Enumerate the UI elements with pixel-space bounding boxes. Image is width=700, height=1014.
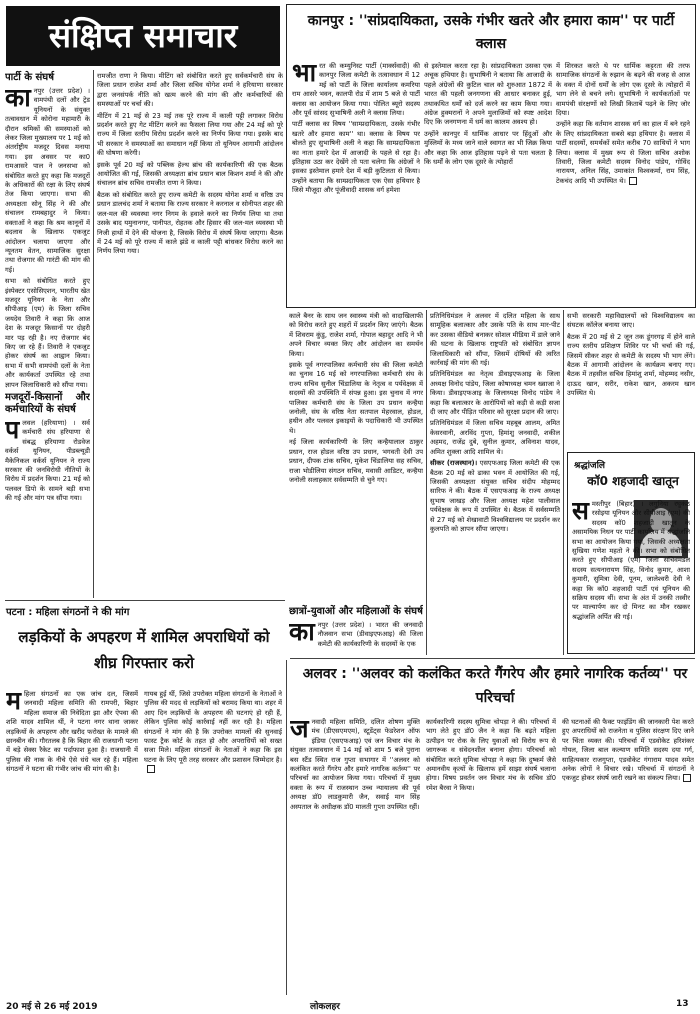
article-text: प्रतिनिधिमंडल का नेतृत्व डीवाइएफआइ के जिला अध्यक्ष विनोद पांडेय, जिला कोषाध्यक्ष चमन ख्वाजा ने किया। डीवाइएफआइ के जिलाध्यक्ष विनोद पांडेय ने कहा कि बलात्कार के आरोपियों को कड़ी से कड़ी सजा दी जाए और पीड़ित परिवार को सुरक्षा प्रदान की जाए।: [430, 370, 560, 417]
tribute-label: श्रद्धांजलि: [574, 461, 606, 471]
article-text: से इस्तेमाल करता रहा है। सांप्रदायिकता उसका एक अचूक हथियार है। सुभाषिनी ने बताया कि आजादी के पहले अंग्रेजों की कुटिल चाल को शुरुआत 1872 में भारत की पहली जनगणना की आधार बनाकर हुई, तथाकथित धर्मों को दर्ज करने का काम किया गया। अंग्रेज हुक्मरानों ने अपने मुलाजिमों को स्पष्ट आदेश दिए कि जनगणना में धर्म का कालम अवश्य हो।: [424, 62, 552, 127]
drop-cap: म: [6, 690, 21, 715]
article-text: पार्टी क्लास का विषय ''साम्प्रदायिकता, उसके गंभीर खतरे और हमारा काम'' था। क्लास के विषय पर बोलते हुए सुभाषिनी अली ने कहा कि साम्प्रदायिकता का नाता हमारे देश में आजादी के पहले से रहा है। इतिहास उठा कर देखेंगे तो पता चलेगा कि अंग्रेजों ने इसका इस्तेमाल हमारे देश में बड़ी कुटिलता से किया। उन्होंने बताया कि साम्प्रदायिकता एक ऐसा हथियार है जिसे मौजूदा और पूंजीवादी शासक वर्ग हमेशा: [292, 120, 420, 195]
column-rule: [286, 660, 287, 995]
article-text: [292, 62, 420, 118]
column-rule: [93, 70, 94, 598]
article-text: [562, 718, 694, 784]
drop-cap: भा: [292, 62, 317, 87]
patna-column-1: [6, 690, 138, 990]
column-rule: [563, 310, 564, 655]
article-text: सभी सरकारी महाविद्यालयों को विश्वविद्यालय का संघटक कॉलेज बनाया जाए।: [567, 312, 695, 330]
kanpur-column-1: [292, 62, 420, 300]
end-mark: [629, 177, 637, 185]
issue-date: 20 मई से 26 मई 2019: [6, 1002, 98, 1012]
middle-column-2: [289, 312, 423, 604]
end-mark: [147, 765, 155, 773]
article-text: [5, 83, 90, 275]
article-text-body: की घटनाओं की फैक्ट फाइंडिंग की जानकारी पेश करते हुए अपराधियों को राजनेता व पुलिस संरक्षण दिए जाने पर चिंता व्यक्त की। परिचर्चा में एडवोकेट हरिशंकर गोयल, जिला बाल कल्याण समिति सदस्य दया गर्ग, साहित्यकार राजगुप्ता, एडवोकेट गंगाराम यादव समेत अनेक लोगों ने विचार रखे। परिचर्चा में संगठनों ने एकजुट होकर संघर्ष जारी रखने का संकल्प लिया।: [562, 718, 694, 783]
patna-headline: लड़कियों के अपहरण में शामिल अपराधियों को शीघ्र गिरफ्तार करो: [18, 628, 270, 672]
tribute-text: [572, 500, 690, 650]
article-text-body: नवादी महिला समिति, दलित शोषण मुक्ति मंच (डीएसएमएम), स्टूडेंट्स फेडरेशन ऑफ इंडिया (एसएफआइ) एवं जन विचार मंच के संयुक्त तत्वावधान में 14 मई को शाम 5 बजे पुराना बस स्टैंड स्थित राज गुप्ता सभागार में ''अलवर को कलंकित करते गैंगरेप और हमारे नागरिक कर्तव्य'' पर परिचर्चा का आयोजन किया गया। परिचर्चा में मुख्य वक्ता के रूप में राजस्थान उच्च न्यायालय की पूर्व अध्यक्ष डॉ0 लाडकुमारी जैन, सवाई मान सिंह अस्पताल के अधीक्षक डॉ0 मालती गुप्ता उपस्थित रहीं।: [290, 718, 420, 811]
drop-cap: का: [5, 83, 31, 112]
article-text-body: गायब हुई थीं, जिसे उपरोक्त महिला संगठनों के नेताओं ने पुलिस की मदद से लड़कियों को बरामद किया था। शहर में आए दिन लड़कियों के अपहरण की घटनाएं हो रही हैं, लेकिन पुलिस कोई कार्रवाई नहीं कर रही है। महिला संगठनों ने मांग की है कि उपरोक्त मामलों की सुनवाई फास्ट ट्रैक कोर्ट के तहत हो और अपराधियों को सख्त सजा मिले। महिला संगठनों के नेताओं ने कहा कि इस घटना के लिए पूरी तरह सरकार और प्रशासन जिम्मेदार है।: [144, 690, 282, 764]
article-text: बैठक को संबोधित करते हुए राज्य कमेटी के सदस्य योगेश शर्मा व वरिष्ठ उप प्रधान डालचंद शर्मा ने बताया कि राज्य सरकार ने करनाल व सोनीपत शहर की जल-मल की व्यवस्था नगर निगम के हवाले करने का निर्णय लिया था तथा उसके बाद यमुनानगर, पानीपत, रोहतक और हिसार की जल-मल व्यवस्था भी निजी हाथों में देने की योजना है, जिसके विरोध में संघर्ष किया जाएगा। बैठक में 24 मई को पूरे राज्य में काले झंडे व काली पट्टी बांधकर विरोध करने का निर्णय लिया गया।: [97, 190, 283, 256]
article-text: में शिरकत करते थे पर धार्मिक कट्टरता की तरफ सामाजिक संगठनों के रुझान के बढ़ने की वजह से आज के वक्त में दोनों धर्मों के लोग एक दूसरे के त्योहारों में भाग लेने से बचने लगे। सुभाषिनी ने कार्यकर्ताओं पर वामपंथी संरक्षणों को लिखी किताबें पढ़ने के लिए जोर दिया।: [556, 62, 690, 118]
article-text: [144, 690, 282, 775]
article-text: [6, 690, 138, 775]
article-text: [572, 500, 690, 622]
article-text-body: उन्होंने कहा कि वर्तमान शासक वर्ग का हाल में बने रहने के लिए सांप्रदायिकता सबसे बड़ा हथियार है। क्लास में पार्टी सदस्यों, समर्थकों समेत करीब 70 साथियों ने भाग लिया। क्लास में मुख्य रूप से जिला सचिव अशोक तिवारी, जिला कमेटी सदस्य विनोद पांडेय, गोविंद नारायण, अनिल सिंह, उमाकांत विश्वकर्मा, राम सिंह, टेकचंद आदि भी उपस्थित थे।: [556, 120, 690, 185]
section-title-workers-struggle: मजदूरों-किसानों और कर्मचारियों के संघर्ष: [5, 392, 90, 415]
section-title-party-struggle: पार्टी के संघर्ष: [5, 72, 54, 83]
newspaper-name: लोकलहर: [310, 1002, 340, 1012]
page-number: 13: [676, 999, 689, 1009]
article-text: [556, 120, 690, 186]
drop-cap: स: [572, 500, 589, 525]
article-text-body: मस्तीपुर (बिहार) । लगुनिया रघुकंठ रसोइया यूनियन और सीपीआइ (एम) की सदस्य कॉ0 शहजादी खातून के असामयिक निधन पर पार्टी कार्यालय में श्रद्धांजलि सभा का आयोजन किया गया, जिसकी अध्यक्षता सुखिया गणेश महतो ने की। सभा को संबोधित करते हुए सीपीआइ (एम) जिला सचिवमंडल सदस्य सत्यनारायण सिंह, विनोद कुमार, आशा कुमारी, सुमित्रा देवी, पूनम, जालेश्वरी देवी ने कहा कि कॉ0 शहजादी पार्टी एवं यूनियन की सक्रिय सदस्य थीं। सभा के अंत में उनकी तस्वीर पर माल्यार्पण कर दो मिनट का मौन रखकर श्रद्धांजलि अर्पित की गई।: [572, 500, 690, 621]
article-text: उन्होंने कानपुर में धार्मिक आधार पर हिंदुओं और मुस्लिमों के मध्य जाने वाले स्वागत का भी जिक्र किया और कहा कि आज इतिहास पढ़ने से पता चलता है कि धर्मों के लोग एक दूसरे के त्योहारों: [424, 129, 552, 167]
middle-column-1: [97, 72, 283, 638]
kanpur-headline: कानपुर : ''सांप्रदायिकता, उसके गंभीर खतरे और हमारा काम'' पर पार्टी क्लास: [307, 13, 675, 52]
column-4: [430, 312, 560, 654]
drop-cap: प: [5, 415, 20, 444]
masthead: संक्षिप्त समाचार: [6, 6, 280, 66]
article-text: [5, 415, 90, 504]
kanpur-column-3: [556, 62, 690, 300]
section-rule: [5, 600, 285, 601]
article-text: [430, 459, 560, 534]
alwar-column-2: [426, 718, 556, 990]
article-text: मीटिंग में 21 मई से 23 मई तक पूरे राज्य में काली पट्टी लगाकर विरोध प्रदर्शन करते हुए गेट मीटिंग करने का फैसला लिया गया और 24 मई को पूरे राज्य में जिला स्तरीय विरोध प्रदर्शन करने का निर्णय किया गया। इसके बाद भी सरकार ने समस्याओं का समाधान नहीं किया तो यूनियन आगामी आंदोलन की घोषणा करेगी।: [97, 111, 283, 158]
students-youth-box: [289, 604, 423, 654]
article-text: [290, 718, 420, 812]
article-text: इसके पूर्व 20 मई को पब्लिक हेल्थ ब्रांच की कार्यकारिणी की एक बैठक आयोजित की गई, जिसकी अध्यक्षता ब्रांच प्रधान बाल किशन शर्मा ने की और संचालन ब्रांच सचिव रामजीत राणा ने किया।: [97, 160, 283, 188]
article-text-body: एसएफआइ जिला कमेटी की एक बैठक 20 मई को ढाका भवन में आयोजित की गई, जिसकी अध्यक्षता संयुक्त सचिव संदीप मोहम्मद सारिफ ने की। बैठक में एसएफआइ के राज्य अध्यक्ष सुभाष जाखड़ और जिला अध्यक्ष महेश पालीवाल पर्यवेक्षक के रूप में उपस्थित थे। बैठक में सर्वसम्मति से 27 मई को शेखावाटी विश्वविद्यालय पर प्रदर्शन कर कुलपति को ज्ञापन सौंपा जाएगा।: [430, 459, 560, 533]
article-text-body: हिला संगठनों का एक जांच दल, जिसमें जनवादी महिला समिति की रामपरी, बिहार महिला समाज की निवेदिता झा और ऐपवा की शशि यादव शामिल थीं, ने पटना नगर थाना जाकर लड़कियों के अपहरण और खरीद फरोख्त के मामले की छानबीन की। गौरतलब है कि बिहार की राजधानी पटना में बड़े सेक्स रैकेट का पर्दाफाश हुआ है। राजधानी में पुलिस की नाक के नीचे ऐसे धंधे चल रहे हैं। महिला संगठनों ने घटना की गंभीर जांच की मांग की है।: [6, 690, 138, 774]
article-text: नई जिला कार्यकारिणी के लिए कन्हैयालाल ठाकुर प्रधान, राज होडल वरिष्ठ उप प्रधान, भगवती देवी उप प्रधान, दीपक टांक सचिव, मुकेश चिंडालिया सह सचिव, राजा भोडीलिया संगठन सचिव, मवासी आडिटर, कन्हैया जनोली सलाहकार सर्वसम्मति से चुने गए।: [289, 438, 423, 484]
drop-cap: का: [289, 617, 315, 646]
page-footer: [0, 997, 700, 1014]
article-text: रामजीत राणा ने किया। मीटिंग को संबोधित करते हुए सर्वकर्मचारी संघ के जिला प्रधान राजेश शर्मा और जिला सचिव योगेश शर्मा ने हरियाणा सरकार द्वारा जनसंपर्क नीति को खत्म करने की मांग की और कर्मचारियों की समस्याओं पर चर्चा की।: [97, 72, 283, 109]
alwar-column-3: [562, 718, 694, 990]
article-text: कार्यकारिणी सदस्य सुमित्रा चोपड़ा ने की। परिचर्चा में भाग लेते हुए डॉ0 जैन ने कहा कि बढ़ते महिला उत्पीड़न पर रोक के लिए युवाओं को विरोध रूप से जागरूक व संवेदनशील बनाना होगा। परिचर्चा को संबोधित करते सुमित्रा चोपड़ा ने कहा कि दुष्कर्म जैसे अमानवीय कृत्यों के खिलाफ हमें साझा संघर्ष चलाना होगा। विषय प्रवर्तन जन विचार मंच के सचिव डॉ0 रमेश बैरवा ने किया।: [426, 718, 556, 792]
section-rule: [290, 658, 695, 659]
article-text-body: नपुर (उत्तर प्रदेश) । वामपंथी दलों और ट्रेड यूनियनों के संयुक्त तत्वावधान में कोरोना महामारी के दौरान श्रमिकों की समस्याओं को लेकर जिला मुख्यालय पर 1 मई को अंतर्राष्ट्रीय मजदूर दिवस मनाया गया। इस अवसर पर का0 रामआसरे पाल ने जनसभा को संबोधित करते हुए कहा कि मजदूरों के अधिकारों की रक्षा के लिए संघर्ष तेज किया जाएगा। सभा की अध्यक्षता सोनू सिंह ने की और संचालन रामबहादुर ने किया। वक्ताओं ने कहा कि श्रम कानूनों में बदलाव के खिलाफ एकजुट आंदोलन चलाया जाएगा और न्यूनतम वेतन, सामाजिक सुरक्षा तथा रोजगार की गारंटी की मांग की गई।: [5, 87, 90, 274]
column-rule: [426, 310, 427, 655]
patna-column-2: [144, 690, 282, 990]
alwar-headline: अलवर : ''अलवर को कलंकित करते गैंगरेप और हमारे नागरिक कर्तव्य'' पर परिचर्चा: [302, 666, 688, 706]
tribute-name: कॉ0 शहजादी खातून: [587, 474, 679, 488]
patna-kicker: पटना : महिला संगठनों ने की मांग: [6, 607, 130, 618]
article-text: प्रतिनिधिमंडल ने अलवर में दलित महिला के साथ सामूहिक बलात्कार और उसके पति के साथ मार-पीट कर उसका वीडियो बनाकर सोशल मीडिया में डाले जाने की घटना के खिलाफ राष्ट्रपति को संबोधित ज्ञापन जिलाधिकारी को सौंपा, जिसमें दोषियों की त्वरित कार्रवाई की मांग की गई।: [430, 312, 560, 368]
end-mark: [683, 774, 691, 782]
section-title-students: छात्रों-युवाओं और महिलाओं के संघर्ष: [289, 606, 423, 617]
alwar-column-1: [290, 718, 420, 990]
article-text: बैठक में 20 मई से 2 जून तक डूंगरगढ़ में होने वाले राज्य स्तरीय प्रशिक्षण शिविर पर भी चर्चा की गई, जिसमें सीकर शहर से कमेटी के सदस्य भी भाग लेंगे। बैठक में आगामी आंदोलन के कार्यक्रम बनाए गए। बैठक में तहसील सचिव हिमांशु शर्मा, मोहम्मद नसीर, दाऊद खान, सरीर, राकेश खान, अकरम खान उपस्थित थे।: [567, 332, 695, 398]
article-text: [289, 617, 423, 649]
column-5: [567, 312, 695, 452]
article-text-body: लवल (हरियाणा) । सर्व कर्मचारी संघ हरियाणा से संबद्ध हरियाणा रोडवेज वर्कर्स यूनियन, पीडब्ल्यूडी मैकेनिकल वर्कर्स यूनियन ने राज्य सरकार की जनविरोधी नीतियों के विरोध में प्रदर्शन किया। 21 मई को पलवल डिपो के सामने बड़ी सभा की गई और मांग पत्र सौंपा गया।: [5, 419, 90, 503]
article-text: काले बैनर के साथ जन स्वास्थ्य मंत्री को वादाखिलाफी को विरोध करते हुए शहरों में प्रदर्शन किए जाएंगे। बैठक में शिवराम कुंडु, राजेश शर्मा, गोपाल बहादुर आदि ने भी अपने विचार व्यक्त किए और आंदोलन का समर्थन किया।: [289, 312, 423, 358]
drop-cap: ज: [290, 718, 309, 743]
article-text: इसके पूर्व नगरपालिका कर्मचारी संघ की जिला कमेटी का चुनाव 16 मई को नगरपालिका कर्मचारी संघ के राज्य सचिव सुनील चिंडालिया के नेतृत्व व पर्यवेक्षक में सदस्यों की उपस्थिति में संपन्न हुआ। इस चुनाव में नगर पालिका कर्मचारी संघ के जिला उप प्रधान कन्हैया जनोली, संघ के वरिष्ठ नेता सतपाल मेहरवाल, होडल, हथीन और पलवल इकाइयों के पदाधिकारी भी उपस्थित थे।: [289, 361, 423, 435]
article-text-body: रत की कम्युनिस्ट पार्टी (मार्क्सवादी) की कानपुर जिला कमेटी के तत्वावधान में 12 मई को पार्टी के जिला कार्यालय कमरिया राम आसरे भवन, कालपी रोड में शाम 5 बजे से पार्टी क्लास का आयोजन किया गया। पोलित ब्यूरो सदस्य और पूर्व सांसद सुभाषिनी अली ने क्लास लिया।: [292, 62, 420, 118]
kanpur-column-2: [424, 62, 552, 300]
dateline: सीकर (राजस्थान)।: [430, 459, 478, 468]
left-column: [5, 70, 90, 595]
article-text: सभा को संबोधित करते हुए इंस्पेक्टर एसोसिएशन, भारतीय खेत मजदूर यूनियन के नेता और सीपीआइ (एम) के जिला सचिव जयदेव तिवारी ने कहा कि आज देश के मजदूर किसानों पर दोहरी मार पड़ रही है। नए रोजगार बंद किए जा रहे हैं। तिवारी ने एकजुट होकर संघर्ष का आह्वान किया। सभा में सभी वामपंथी दलों के नेता और कार्यकर्ता उपस्थित रहे तथा ज्ञापन जिलाधिकारी को सौंपा गया।: [5, 277, 90, 389]
article-text-body: नपुर (उत्तर प्रदेश) । भारत की जनवादी नौजवान सभा (डीवाइएफआइ) की जिला कमेटी की कार्यकारिणी के सदस्यों के एक: [317, 621, 423, 648]
article-text: प्रतिनिधिमंडल में जिला सचिव महबूब आलम, अमित केसरवानी, अरविंद गुप्ता, हिमांशु जनवादी, शकील अहमद, राजेंद्र दुबे, सुनील कुमार, अविनाश यादव, अमित शुक्ला आदि शामिल थे।: [430, 419, 560, 456]
